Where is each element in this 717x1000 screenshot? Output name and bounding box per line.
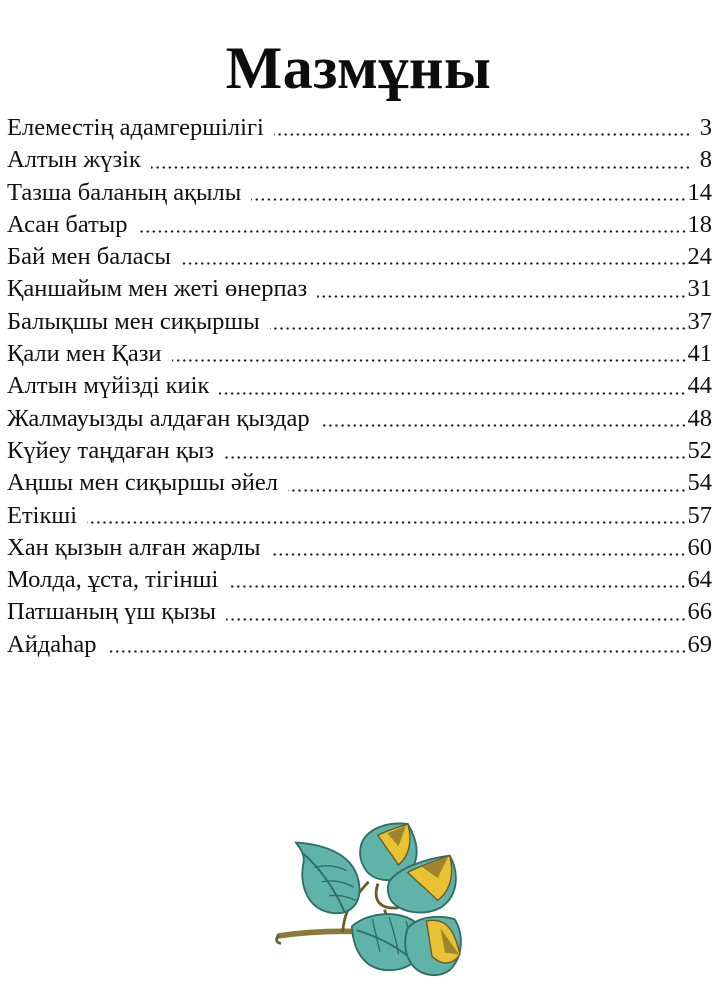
- toc-entry[interactable]: [7, 532, 712, 564]
- dot-leader: [288, 472, 686, 492]
- dot-leader: [224, 439, 687, 459]
- dot-leader: [138, 213, 687, 233]
- toc-entry-page: 60: [687, 533, 712, 561]
- toc-entry[interactable]: [7, 403, 712, 435]
- dot-leader: [251, 181, 686, 201]
- dot-leader: [87, 504, 686, 524]
- toc-entry[interactable]: [7, 112, 712, 144]
- dot-leader: [172, 342, 687, 362]
- toc-entry-title: Патшаның үш қызы: [7, 598, 216, 626]
- toc-entry-page: 37: [687, 307, 712, 335]
- toc-entry-page: 44: [687, 372, 712, 400]
- page-title: Мазмұны: [225, 35, 492, 102]
- toc-entry-title: Жалмауызды алдаған қыздар: [7, 404, 310, 432]
- toc-entry[interactable]: [7, 306, 712, 338]
- toc-entry-page: 24: [687, 243, 712, 271]
- toc-entry-page: 41: [687, 340, 712, 368]
- toc-entry-page: 3: [699, 114, 712, 141]
- dot-leader: [181, 245, 687, 265]
- dot-leader: [270, 310, 687, 330]
- toc-entry[interactable]: [7, 467, 712, 499]
- toc-entry-title: Бай мен баласы: [7, 243, 171, 271]
- dot-leader: [320, 407, 687, 427]
- table-of-contents: [7, 112, 712, 661]
- dot-leader: [317, 278, 686, 298]
- toc-entry[interactable]: [7, 596, 712, 628]
- toc-entry-title: Айдаһар: [7, 630, 97, 658]
- dot-leader: [228, 568, 686, 588]
- toc-entry-title: Аңшы мен сиқыршы әйел: [7, 469, 279, 497]
- toc-entry-page: 14: [687, 178, 712, 206]
- toc-entry-page: 31: [687, 275, 712, 303]
- toc-entry[interactable]: [7, 338, 712, 370]
- toc-entry-title: Тазша баланың ақылы: [7, 178, 242, 206]
- toc-entry[interactable]: [7, 273, 712, 305]
- toc-entry[interactable]: [7, 177, 712, 209]
- toc-entry[interactable]: [7, 500, 712, 532]
- leafy-branch-illustration: [268, 815, 473, 995]
- toc-entry-title: Молда, ұста, тігінші: [7, 566, 219, 594]
- toc-entry[interactable]: [7, 435, 712, 467]
- leafy-branch-with-buds-icon: [268, 815, 473, 995]
- dot-leader: [270, 536, 686, 556]
- toc-entry[interactable]: [7, 370, 712, 402]
- toc-entry-title: Қаншайым мен жеті өнерпаз: [7, 275, 308, 303]
- toc-entry-title: Елеместің адамгершілігі: [7, 114, 264, 141]
- toc-entry-page: 66: [687, 598, 712, 626]
- toc-entry-page: 69: [687, 630, 712, 658]
- toc-entry[interactable]: [7, 629, 712, 661]
- toc-entry-page: 8: [699, 146, 712, 174]
- toc-entry-page: 57: [687, 501, 712, 529]
- toc-entry-title: Қали мен Қази: [7, 340, 162, 368]
- toc-entry-title: Етікші: [7, 501, 78, 529]
- dot-leader: [274, 116, 691, 136]
- dot-leader: [107, 633, 687, 653]
- toc-entry-page: 54: [687, 469, 712, 497]
- toc-entry-page: 48: [687, 404, 712, 432]
- toc-entry-title: Балықшы мен сиқыршы: [7, 307, 260, 335]
- toc-entry-title: Хан қызын алған жарлы: [7, 533, 261, 561]
- toc-entry-page: 18: [687, 210, 712, 238]
- toc-entry[interactable]: [7, 209, 712, 241]
- dot-leader: [151, 149, 691, 169]
- toc-entry-page: 52: [687, 436, 712, 464]
- toc-entry[interactable]: [7, 144, 712, 176]
- toc-entry-title: Асан батыр: [7, 210, 128, 238]
- dot-leader: [219, 375, 686, 395]
- toc-entry-title: Алтын мүйізді киік: [7, 372, 210, 400]
- toc-entry[interactable]: [7, 564, 712, 596]
- dot-leader: [226, 601, 687, 621]
- toc-entry-title: Алтын жүзік: [7, 146, 141, 174]
- toc-entry-page: 64: [687, 566, 712, 594]
- toc-entry[interactable]: [7, 241, 712, 273]
- toc-entry-title: Күйеу таңдаған қыз: [7, 436, 214, 464]
